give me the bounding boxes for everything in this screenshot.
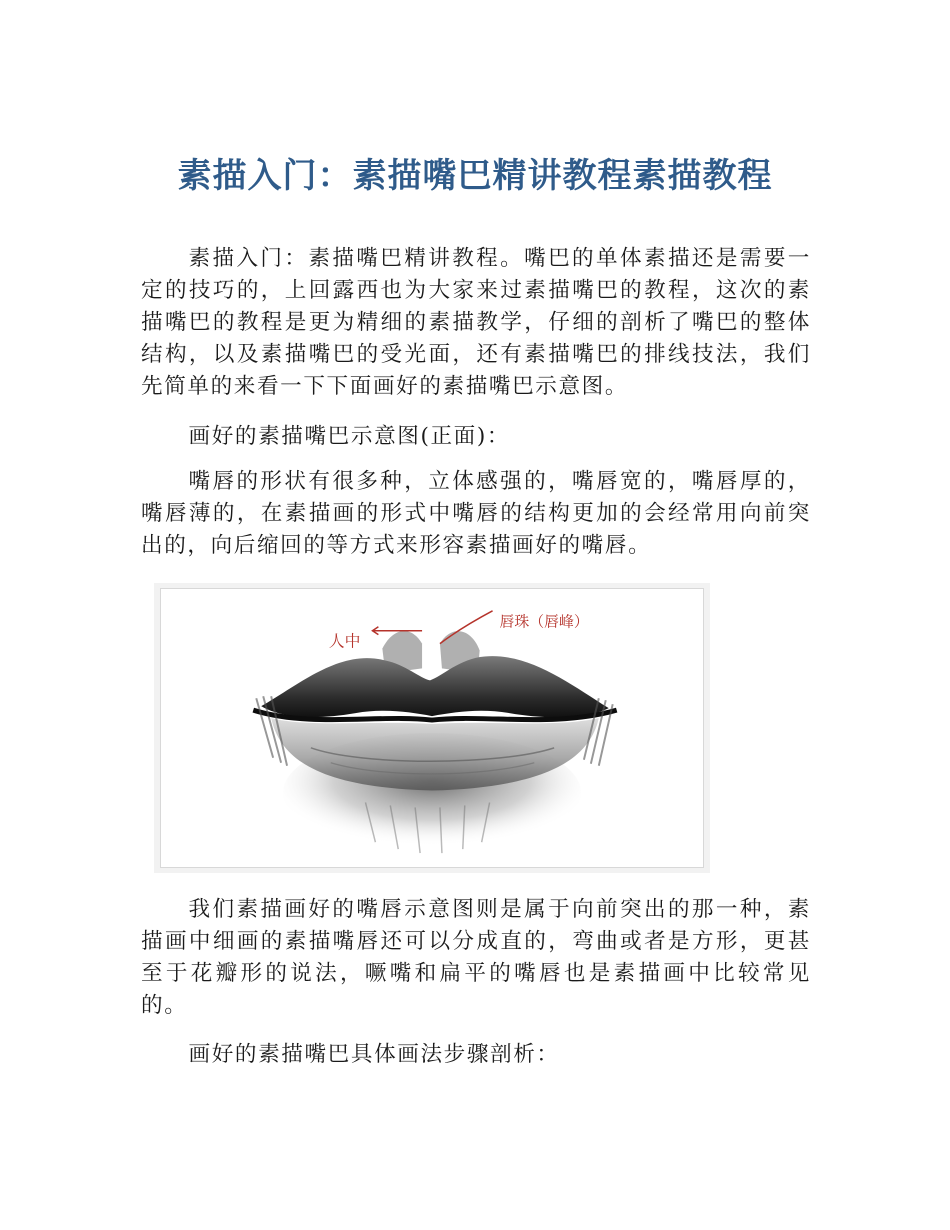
annotation-right: 唇珠（唇峰） bbox=[499, 612, 589, 631]
lip-type-paragraph: 我们素描画好的嘴唇示意图则是属于向前突出的那一种，素描画中细画的素描嘴唇还可以分成直的，弯曲或者是方形，更甚至于花瓣形的说法，噘嘴和扁平的嘴唇也是素描画中比较常见的。 bbox=[141, 897, 811, 1018]
mouth-sketch-figure bbox=[154, 583, 710, 873]
page-title: 素描入门：素描嘴巴精讲教程素描教程 bbox=[177, 156, 773, 196]
intro-paragraph: 素描入门：素描嘴巴精讲教程。嘴巴的单体素描还是需要一定的技巧的，上回露西也为大家来过素描嘴巴的教程，这次的素描嘴巴的教程是更为精细的素描教学，仔细的剖析了嘴巴的整体结构，以及素描嘴巴的受光面，还有素描嘴巴的排线技法，我们先简单的来看一下下面画好的素描嘴巴示意图。 bbox=[141, 246, 811, 399]
mouth-sketch-image bbox=[161, 589, 703, 867]
lip-shape-paragraph: 嘴唇的形状有很多种，立体感强的，嘴唇宽的，嘴唇厚的，嘴唇薄的，在素描画的形式中嘴唇的结构更加的会经常用向前突出的，向后缩回的等方式来形容素描画好的嘴唇。 bbox=[141, 469, 811, 558]
figure-caption: 画好的素描嘴巴示意图(正面)： bbox=[188, 424, 511, 449]
steps-heading-paragraph: 画好的素描嘴巴具体画法步骤剖析： bbox=[188, 1042, 560, 1067]
annotation-left: 人中 bbox=[328, 631, 361, 651]
